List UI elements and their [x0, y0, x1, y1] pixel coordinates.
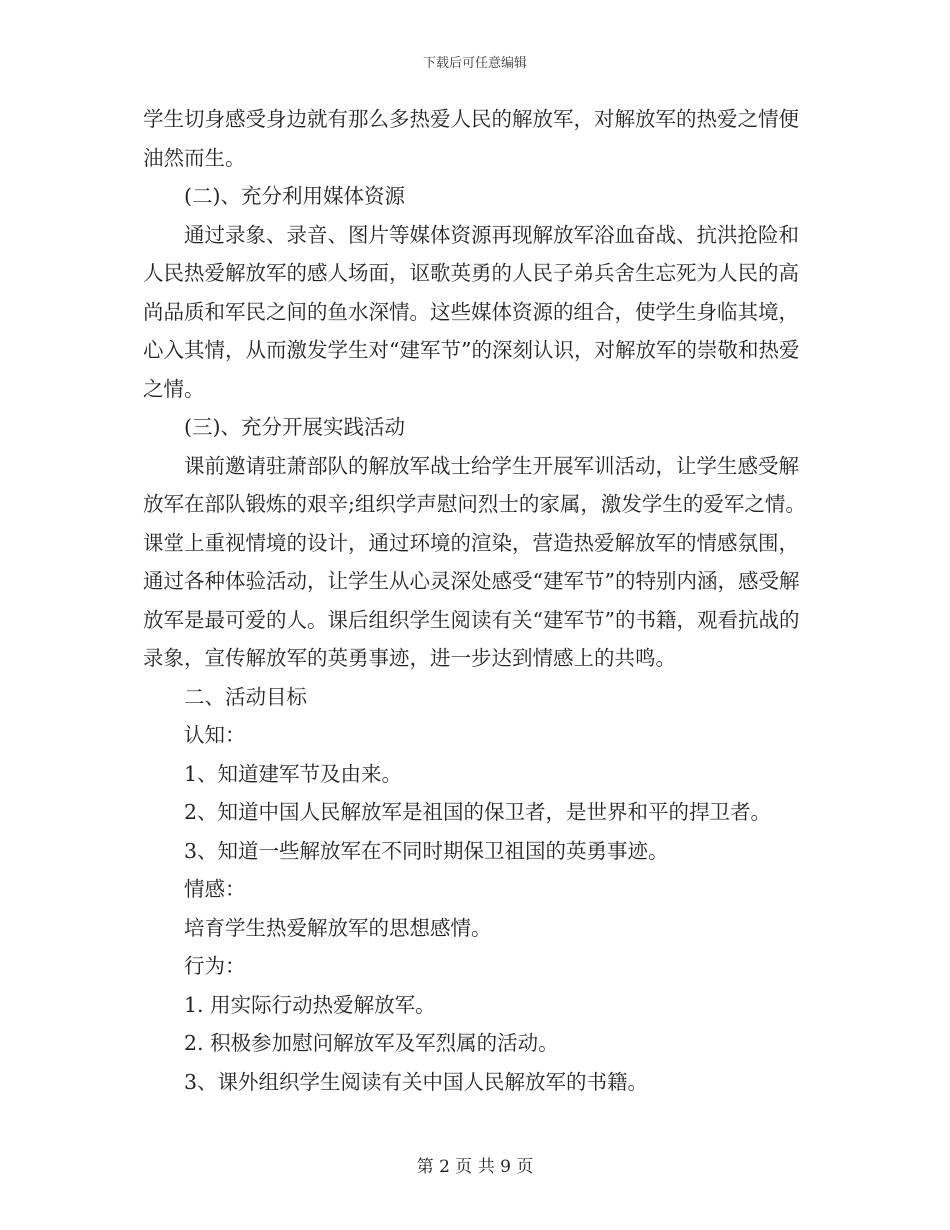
- paragraph-continuation: 学生切身感受身边就有那么多热爱人民的解放军，对解放军的热爱之情便油然而生。: [143, 107, 799, 170]
- list-item: 1、知道建军节及由来。: [184, 761, 403, 786]
- section-heading-media: (二)、充分利用媒体资源: [184, 184, 405, 208]
- paragraph-practice: 课前邀请驻萧部队的解放军战士给学生开展军训活动，让学生感受解放军在部队锻炼的艰辛;组织学声慰问烈士的家属，激发学生的爱军之情。课堂上重视情境的设计，通过环境的渲染，营造热爱解放军的情感氛围，通过各种体验活动，让学生从心灵深处感受“建军节”的特别内涵，感受解放军是最可爱的人。课后组织学生阅读有关“建军节”的书籍，观看抗战的录象，宣传解放军的英勇事迹，进一步达到情感上的共鸣。: [143, 453, 806, 670]
- header-note: 下载后可任意编辑: [422, 56, 527, 71]
- cognition-label: 认知：: [184, 723, 246, 747]
- list-item: 3、课外组织学生阅读有关中国人民解放军的书籍。: [184, 1069, 649, 1094]
- section-heading-goals: 二、活动目标: [184, 684, 307, 709]
- paragraph-media: 通过录象、录音、图片等媒体资源再现解放军浴血奋战、抗洪抢险和人民热爱解放军的感人场面，讴歌英勇的人民子弟兵舍生忘死为人民的高尚品质和军民之间的鱼水深情。这些媒体资源的组合，使学生身临其境，心入其情，从而激发学生对“建军节”的深刻认识，对解放军的崇敬和热爱之情。: [143, 222, 800, 401]
- document-body: [143, 100, 813, 1101]
- list-item: 2、知道中国人民解放军是祖国的保卫者，是世界和平的捍卫者。: [184, 800, 772, 824]
- list-item: 3、知道一些解放军在不同时期保卫祖国的英勇事迹。: [184, 838, 669, 863]
- list-item: 2. 积极参加慰问解放军及军烈属的活动。: [184, 1031, 559, 1055]
- emotion-label: 情感：: [184, 877, 246, 901]
- page-number: 第 2 页 共 9 页: [416, 1157, 534, 1177]
- behavior-label: 行为：: [184, 954, 246, 978]
- emotion-text: 培育学生热爱解放军的思想感情。: [184, 915, 492, 940]
- section-heading-practice: (三)、充分开展实践活动: [184, 415, 405, 439]
- list-item: 1. 用实际行动热爱解放军。: [184, 992, 436, 1017]
